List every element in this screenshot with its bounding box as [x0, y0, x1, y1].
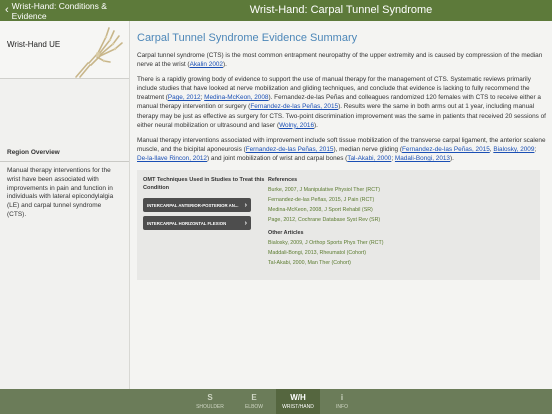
tab-bar	[0, 389, 552, 414]
technique-label: INTERCARPAL HORIZONTAL FLEXION	[147, 220, 227, 226]
technique-label: INTERCARPAL ANTERIOR-POSTERIOR AN...	[147, 202, 239, 208]
text: ;	[534, 145, 537, 153]
references-title: References	[268, 177, 298, 184]
omt-panel	[137, 170, 540, 280]
paragraph-evidence	[137, 75, 546, 130]
tab-label: ELBOW	[244, 403, 264, 410]
top-bar	[0, 0, 552, 21]
text: There is a rapidly growing body of evidence to support the use of manual therapy for the management of CTS. Systematic reviews primarily include studies that have looked at nerve mobilization and gliding techniques, and conclude that evidence is lacking to fully recommend the treatment (	[137, 76, 531, 102]
ref-link[interactable]: Fernandez-de-las Peñas, 2015	[250, 103, 339, 111]
shoulder-icon: S	[207, 392, 213, 402]
text: ).	[314, 121, 318, 129]
article-item[interactable]: Tal-Akabi, 2000, Man Ther (Cohort)	[268, 260, 351, 267]
ref-link[interactable]: Page, 2012	[167, 94, 201, 102]
reference-item[interactable]: Burke, 2007, J Manipulative Physiol Ther (RCT)	[268, 187, 381, 194]
reference-item[interactable]: Fernandez-de-las Peñas, 2015, J Pain (RCT)	[268, 197, 375, 204]
reference-item[interactable]: Medina-McKeon, 2008, J Sport Rehabil (SR)	[268, 207, 373, 214]
paragraph-intro	[137, 51, 546, 69]
ref-link[interactable]: Akalin 2002	[189, 61, 223, 69]
main-content	[131, 21, 552, 389]
text: ;	[200, 94, 205, 102]
chevron-right-icon: ›	[244, 201, 247, 209]
technique-button[interactable]	[143, 216, 251, 230]
tab-shoulder[interactable]	[188, 389, 232, 414]
divider	[0, 161, 129, 162]
technique-button[interactable]	[143, 198, 251, 212]
text: ).	[450, 154, 454, 162]
article-item[interactable]: Maddali-Bongi, 2013, Rheumatol (Cohort)	[268, 250, 367, 257]
info-icon: i	[340, 392, 344, 402]
overview-text: Manual therapy interventions for the wrist have been associated with improvements in pain and function in individuals with lateral epicondylalgia (LE) and carpal tunnel syndrome (CTS).	[7, 167, 114, 218]
ref-link[interactable]: Fernandez-de-las Peñas, 2015	[402, 145, 490, 153]
ref-link[interactable]: Madali-Bongi, 2013	[394, 154, 450, 162]
back-button[interactable]	[0, 1, 130, 21]
text: ) and joint mobilization of wrist and carpal bones (	[206, 154, 348, 162]
elbow-icon: E	[251, 392, 257, 402]
reference-item[interactable]: Page, 2012, Cochrane Database Syst Rev (SR)	[268, 217, 381, 224]
text: ).	[222, 61, 227, 69]
article-item[interactable]: Bialosky, 2009, J Orthop Sports Phys Ther (RCT)	[268, 240, 384, 247]
text: ). Results were the same in both arms out at 1 year, including manual therapy may be just as effective as surgery for CTS. Two-point discrimination improvement was the same in patients that received 20 sessions of either neural mobilization or ultrasound and laser (	[137, 103, 546, 129]
hand-skeleton-icon	[70, 23, 126, 79]
sidebar	[0, 21, 130, 389]
evidence-title: Carpal Tunnel Syndrome Evidence Summary	[137, 32, 358, 44]
other-articles-title: Other Articles	[268, 230, 304, 237]
ref-link[interactable]: Medina-McKeon, 2008	[204, 94, 269, 102]
omt-title: OMT Techniques Used in Studies to Treat this Condition	[143, 177, 265, 191]
ref-link[interactable]: Tal-Akabi, 2000	[347, 154, 392, 162]
tab-elbow[interactable]	[232, 389, 276, 414]
text: ). Fernandez-de-las Peñas and colleagues randomized 120 females with CTS to receive either a manual therapy intervention or surgery (	[137, 94, 541, 111]
paragraph-interventions	[137, 136, 546, 163]
references-list	[268, 175, 534, 275]
page-title: Wrist-Hand: Carpal Tunnel Syndrome	[249, 4, 433, 16]
tab-info[interactable]	[320, 389, 364, 414]
chevron-right-icon: ›	[244, 219, 247, 227]
wrist-hand-icon: W/H	[290, 392, 306, 402]
region-header	[0, 21, 129, 79]
overview-title: Region Overview	[7, 149, 60, 156]
chevron-left-icon: ‹	[5, 4, 9, 16]
tab-label: INFO	[336, 403, 348, 410]
ref-link[interactable]: Fernandez-de-las Peñas, 2015	[245, 145, 334, 153]
omt-techniques	[143, 175, 268, 275]
ref-link[interactable]: Wolny, 2016	[279, 121, 315, 129]
region-label: Wrist-Hand UE	[7, 40, 61, 49]
tab-label: WRIST/HAND	[282, 403, 314, 410]
text: ), median nerve gliding (	[333, 145, 403, 153]
ref-link[interactable]: Bialosky, 2009	[493, 145, 535, 153]
tab-wrist-hand[interactable]	[276, 389, 320, 414]
back-label: Wrist-Hand: Conditions & Evidence	[11, 0, 107, 21]
tab-label: SHOULDER	[196, 403, 224, 410]
text: Manual therapy interventions associated with improvement include soft tissue mobilization of the transverse carpal ligament, the anterior scalene muscle, and the bicipital aponeurosis (	[137, 136, 546, 153]
text: Carpal tunnel syndrome (CTS) is the most common entrapment neuropathy of the upper extremity and is caused by compression of the median nerve at the wrist (	[137, 52, 543, 69]
text: ;	[391, 154, 395, 162]
ref-link[interactable]: De-la-llave Rincon, 2012	[137, 154, 207, 162]
text: ,	[489, 145, 494, 153]
